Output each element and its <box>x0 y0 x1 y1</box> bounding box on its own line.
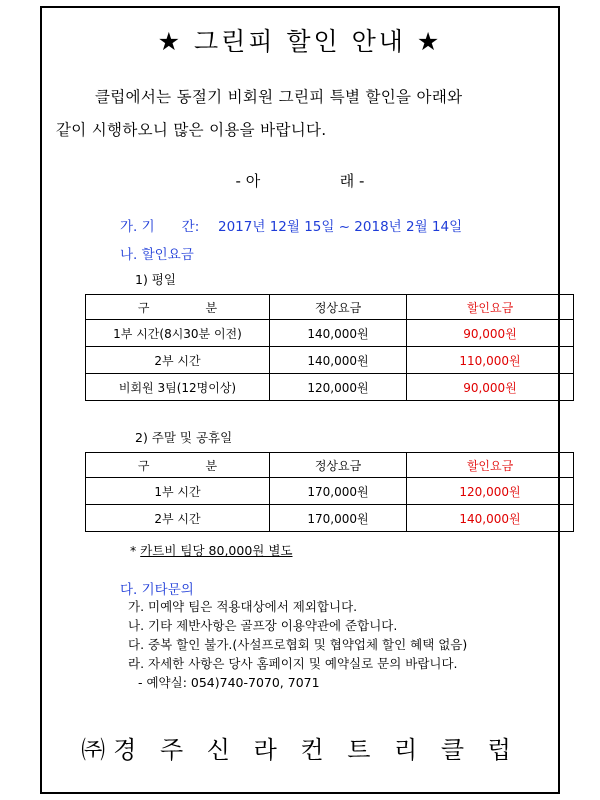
table-header-row <box>86 453 574 478</box>
weekend-label: 2) 주말 및 공휴일 <box>135 430 233 445</box>
row-discount: 140,000원 <box>407 505 574 532</box>
table-row <box>86 478 574 505</box>
weekend-fee-table <box>85 452 574 532</box>
table-header-row <box>86 295 574 320</box>
row-name: 2부 시간 <box>86 347 270 374</box>
row-name: 2부 시간 <box>86 505 270 532</box>
row-name: 1부 시간 <box>86 478 270 505</box>
etc-item: 다. 중복 할인 불가.(사설프로협회 및 협약업체 할인 혜택 없음) <box>128 637 468 652</box>
notice-heading-right: 래 - <box>339 172 365 190</box>
notice-heading-left: - 아 <box>235 172 261 190</box>
row-normal: 140,000원 <box>270 347 407 374</box>
etc-item: 라. 자세한 사항은 당사 홈페이지 및 예약실로 문의 바랍니다. <box>128 656 458 671</box>
cart-fee-note <box>130 541 293 559</box>
row-discount: 110,000원 <box>407 347 574 374</box>
row-discount: 90,000원 <box>407 374 574 401</box>
notice-heading <box>0 170 600 191</box>
note-text: 카트비 팀당 80,000원 별도 <box>140 543 293 558</box>
weekday-fee-table <box>85 294 574 401</box>
fees-section-title: 나. 할인요금 <box>120 247 194 263</box>
table-row <box>86 374 574 401</box>
header-discount-fee: 할인요금 <box>407 453 574 478</box>
table-row <box>86 505 574 532</box>
etc-section-title: 다. 기타문의 <box>120 582 194 598</box>
intro-line-1: 클럽에서는 동절기 비회원 그린피 특별 할인을 아래와 <box>95 88 463 106</box>
row-discount: 120,000원 <box>407 478 574 505</box>
row-normal: 170,000원 <box>270 505 407 532</box>
row-name: 1부 시간(8시30분 이전) <box>86 320 270 347</box>
etc-item: 가. 미예약 팀은 적용대상에서 제외합니다. <box>128 599 358 614</box>
period-value: 2017년 12월 15일 ~ 2018년 2월 14일 <box>218 219 463 235</box>
header-normal-fee: 정상요금 <box>270 295 407 320</box>
header-discount-fee: 할인요금 <box>407 295 574 320</box>
period-label: 가. 기 간: <box>120 219 200 235</box>
header-category: 구 분 <box>86 295 270 320</box>
row-name: 비회원 3팀(12명이상) <box>86 374 270 401</box>
row-normal: 140,000원 <box>270 320 407 347</box>
weekday-label: 1) 평일 <box>135 272 176 287</box>
period-line <box>120 215 462 235</box>
etc-item-contact: - 예약실: 054)740-7070, 7071 <box>138 675 320 690</box>
row-discount: 90,000원 <box>407 320 574 347</box>
table-row <box>86 347 574 374</box>
row-normal: 120,000원 <box>270 374 407 401</box>
header-category: 구 분 <box>86 453 270 478</box>
header-normal-fee: 정상요금 <box>270 453 407 478</box>
etc-item: 나. 기타 제반사항은 골프장 이용약관에 준합니다. <box>128 618 398 633</box>
intro-line-2: 같이 시행하오니 많은 이용을 바랍니다. <box>56 121 327 139</box>
table-row <box>86 320 574 347</box>
page-title: ★ 그린피 할인 안내 ★ <box>157 27 443 56</box>
note-asterisk: * <box>130 543 137 558</box>
row-normal: 170,000원 <box>270 478 407 505</box>
company-name: ㈜경 주 신 라 컨 트 리 클 럽 <box>81 736 519 764</box>
